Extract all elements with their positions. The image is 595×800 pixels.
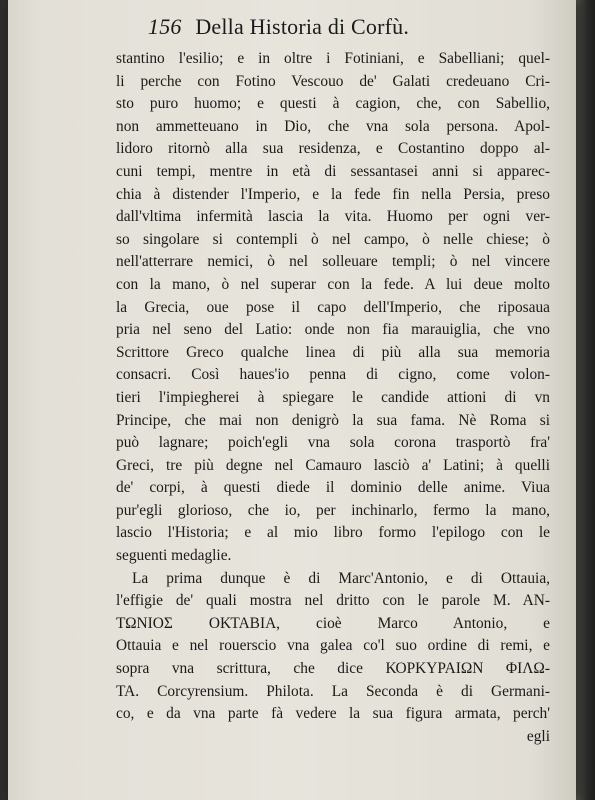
text-line: Scrittore Greco qualche linea di più alla sua memoria	[116, 343, 550, 361]
text-line: ΤΩΝΙΟΣ ΟΚΤΑΒΙΑ, cioè Marco Antonio, e	[116, 614, 550, 632]
text-line: sto puro huomo; e questi à cagion, che, con Sabellio,	[116, 95, 550, 113]
running-title: Della Historia di Corfù.	[195, 14, 410, 39]
text-line: de' corpi, à questi diede il dominio delle anime. Viua	[116, 479, 550, 497]
text-line: nell'atterrare nemici, ò nel solleuare templi; ò nel vincere	[116, 253, 550, 271]
text-line: non ammetteuano in Dio, che vna sola persona. Apol-	[116, 117, 550, 135]
text-line: Greci, tre più degne nel Camauro lasciò a' Latini; à quelli	[116, 456, 550, 474]
body-text	[116, 48, 550, 748]
text-line: seguenti medaglie.	[116, 547, 232, 565]
text-line: lascio l'Historia; e al mio libro formo l'epilogo con le	[116, 524, 550, 542]
text-line: ΤΑ. Corcyrensium. Philota. La Seconda è di Germani-	[116, 682, 550, 700]
text-line: Ottauia e nel rouerscio vna galea co'l suo ordine di remi, e	[116, 637, 550, 655]
text-line: con la mano, ò nel superar con la fede. A lui deue molto	[116, 275, 550, 293]
text-line: li perche con Fotino Vescouo de' Galati credeuano Cri-	[116, 72, 550, 90]
text-line: l'effigie de' quali mostra nel dritto con le parole M. AN-	[116, 592, 550, 610]
text-line: lidoro ritornò alla sua residenza, e Costantino doppo al-	[116, 140, 550, 158]
text-line: la Grecia, oue pose il capo dell'Imperio, che riposaua	[116, 298, 550, 316]
catchword: egli	[526, 727, 550, 745]
book-binding-edge	[576, 0, 595, 800]
text-line: stantino l'esilio; e in oltre i Fotiniani, e Sabelliani; quel-	[116, 50, 550, 67]
text-line: co, e da vna parte fà vedere la sua figura armata, perch'	[116, 705, 550, 723]
text-line: La prima dunque è di Marc'Antonio, e di Ottauia,	[132, 569, 550, 587]
text-line: dall'vltima infermità lascia la vita. Huomo per ogni ver-	[116, 208, 550, 226]
book-page	[8, 0, 576, 800]
text-line: tieri l'impiegherei à spiegare le candide attioni di vn	[116, 388, 550, 406]
text-line: so singolare si contempli ò nel campo, ò nelle chiese; ò	[116, 230, 550, 248]
page-number: 156	[148, 14, 182, 39]
text-line: consacri. Così haues'io penna di cigno, come volon-	[116, 366, 550, 384]
text-line: sopra vna scrittura, che dice ΚΟΡΚΥΡΑΙΩΝ ΦΙΛΩ-	[116, 660, 550, 678]
running-header	[148, 14, 546, 40]
text-line: può lagnare; poich'egli vna sola corona trasportò fra'	[116, 434, 550, 452]
text-line: chia à distender l'Imperio, e la fede fin nella Persia, preso	[116, 185, 550, 203]
text-line: pria nel seno del Latio: onde non fia marauiglia, che vno	[116, 321, 550, 339]
text-line: pur'egli glorioso, che io, per inchinarlo, fermo la mano,	[116, 501, 550, 519]
text-line: cuni tempi, mentre in età di sessantasei anni si apparec-	[116, 162, 550, 180]
text-line: Principe, che mai non denigrò la sua fama. Nè Roma si	[116, 411, 550, 429]
